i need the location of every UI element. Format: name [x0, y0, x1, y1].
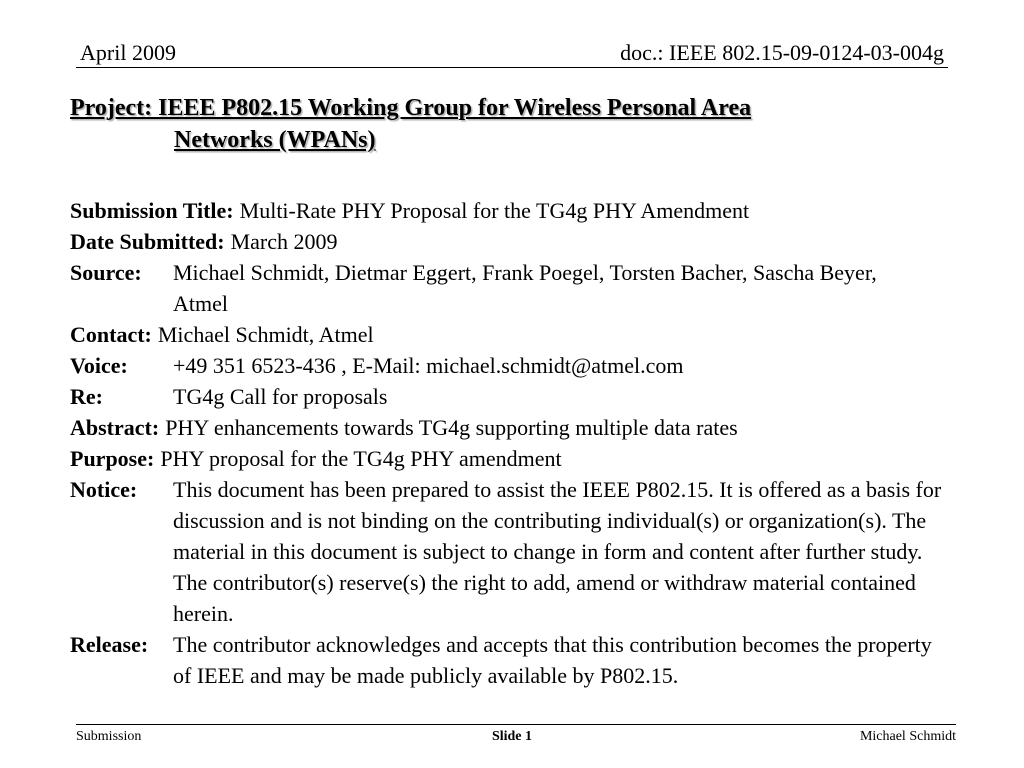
abstract-value: PHY enhancements towards TG4g supporting multiple data rates	[165, 415, 738, 440]
submission-fields	[70, 195, 960, 691]
notice-value: This document has been prepared to assist the IEEE P802.15. It is offered as a basis for discussion and is not binding on the contributing individual(s) or organization(s). The material in this document is subject to change in form and content after further study. The contributor(s) reserve(s) the right to add, amend or withdraw material contained herein.	[173, 477, 942, 626]
project-title-line-1: Project: IEEE P802.15 Working Group for Wireless Personal Area	[70, 95, 752, 121]
project-title	[70, 92, 950, 156]
header-date: April 2009	[80, 40, 176, 65]
re-row	[70, 381, 960, 412]
footer-author: Michael Schmidt	[859, 729, 956, 744]
contact-value: Michael Schmidt, Atmel	[157, 322, 374, 347]
notice-row	[70, 474, 960, 629]
voice-value: +49 351 6523-436 , E-Mail: michael.schmidt@atmel.com	[173, 353, 684, 378]
source-label: Source:	[70, 260, 142, 285]
submission-title-label: Submission Title:	[70, 198, 234, 223]
footer-slide-number: Slide 1	[491, 729, 533, 744]
project-title-line-2: Networks (WPANs)	[174, 127, 376, 153]
submission-title-value: Multi-Rate PHY Proposal for the TG4g PHY Amendment	[239, 198, 750, 223]
re-label: Re:	[70, 384, 103, 409]
contact-label: Contact:	[70, 322, 152, 347]
purpose-value: PHY proposal for the TG4g PHY amendment	[160, 446, 562, 471]
release-row	[70, 629, 960, 691]
submission-title-row	[70, 195, 960, 226]
header-divider	[76, 67, 948, 68]
release-value: The contributor acknowledges and accepts that this contribution becomes the property of IEEE and may be made publicly available by P802.15.	[173, 632, 932, 688]
date-submitted-label: Date Submitted:	[70, 229, 225, 254]
re-value: TG4g Call for proposals	[173, 384, 388, 409]
voice-label: Voice:	[70, 353, 128, 378]
purpose-row	[70, 443, 960, 474]
notice-label: Notice:	[70, 477, 138, 502]
source-row	[70, 257, 960, 319]
release-label: Release:	[70, 632, 149, 657]
header-doc-id: doc.: IEEE 802.15-09-0124-03-004g	[620, 40, 944, 65]
footer-submission: Submission	[76, 729, 142, 744]
source-value: Michael Schmidt, Dietmar Eggert, Frank Poegel, Torsten Bacher, Sascha Beyer, Atmel	[173, 260, 877, 316]
contact-row	[70, 319, 960, 350]
abstract-label: Abstract:	[70, 415, 160, 440]
purpose-label: Purpose:	[70, 446, 155, 471]
footer-divider	[76, 724, 956, 725]
voice-row	[70, 350, 960, 381]
abstract-row	[70, 412, 960, 443]
date-submitted-row	[70, 226, 960, 257]
date-submitted-value: March 2009	[230, 229, 338, 254]
